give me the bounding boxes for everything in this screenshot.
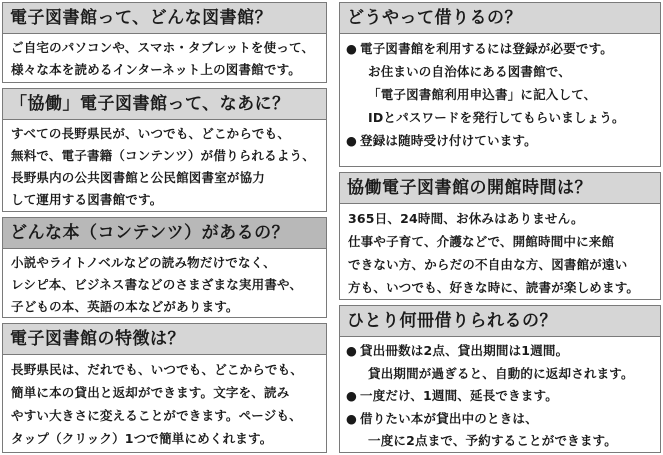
text-line: 様々な本を読めるインターネット上の図書館です。 xyxy=(11,62,301,77)
section-body xyxy=(3,249,326,318)
text-line: 方も、いつでも、好きな時に、読書が楽しめます。 xyxy=(348,280,640,295)
bullet-icon: ● xyxy=(346,410,358,426)
bullet-icon: ● xyxy=(346,133,358,148)
list-item-text: 貸出冊数は2点、貸出期間は1週間。 xyxy=(360,343,569,358)
list-item-text: 登録は随時受け付けています。 xyxy=(360,133,537,148)
section-title: 電子図書館の特徴は？ xyxy=(3,324,326,355)
text-line: 簡単に本の貸出と返却ができます。文字を、読み xyxy=(11,385,290,400)
text-line: して運用する図書館です。 xyxy=(11,192,163,207)
text-line: すべての長野県民が、いつでも、どこからでも、 xyxy=(11,126,291,141)
section-body xyxy=(340,337,660,453)
text-line: 長野県内の公共図書館と公民館図書室が協力 xyxy=(11,170,266,185)
section-title: 協働電子図書館の開館時間は？ xyxy=(340,173,660,204)
section-contents xyxy=(2,217,327,318)
section-body xyxy=(3,34,326,81)
list-item xyxy=(346,129,652,152)
section-title: どんな本（コンテンツ）があるの？ xyxy=(3,218,326,249)
section-how-to-borrow xyxy=(339,2,661,167)
text-line: 仕事や子育て、介護などで、開館時間中に来館 xyxy=(348,234,615,249)
section-body xyxy=(3,120,326,211)
text-line: 小説やライトノベルなどの読み物だけでなく、 xyxy=(11,255,276,270)
list-item-continuation: 一度に2点まで、予約することができます。 xyxy=(368,433,617,448)
list-item-continuation: 貸出期間が過ぎると、自動的に返却されます。 xyxy=(368,365,634,381)
text-line: レシピ本、ビジネス書などのさまざまな実用書や、 xyxy=(11,277,303,292)
list-item xyxy=(346,340,652,363)
list-item-continuation: IDとパスワードを発行してもらいましょう。 xyxy=(368,110,625,125)
text-line: 長野県民は、だれでも、いつでも、どこからでも、 xyxy=(11,362,303,377)
list-item-continuation: 「電子図書館利用申込書」に記入して、 xyxy=(368,87,597,102)
bullet-icon: ● xyxy=(346,343,358,358)
bullet-icon: ● xyxy=(346,388,358,403)
section-what-is xyxy=(2,2,327,83)
section-body xyxy=(340,34,660,152)
list-item-text: 借りたい本が貸出中のときは、 xyxy=(360,410,538,426)
section-body xyxy=(3,355,326,450)
section-how-many xyxy=(339,305,661,453)
section-kyodo xyxy=(2,88,327,212)
section-title: 電子図書館って、どんな図書館？ xyxy=(3,3,326,34)
list-item xyxy=(346,408,652,431)
text-line: やすい大きさに変えることができます。ページも、 xyxy=(11,408,302,423)
list-item xyxy=(346,37,652,60)
text-line: タップ（クリック）1つで簡単にめくれます。 xyxy=(11,431,273,446)
text-line: ご自宅のパソコンや、スマホ・タブレットを使って、 xyxy=(11,40,315,55)
text-line: できない方、からだの不自由な方、図書館が遠い xyxy=(348,257,628,272)
section-title: どうやって借りるの？ xyxy=(340,3,660,34)
section-title: 「協働」電子図書館って、なあに？ xyxy=(3,89,326,120)
list-item xyxy=(346,385,652,408)
section-title: ひとり何冊借りられるの？ xyxy=(340,306,660,337)
section-body xyxy=(340,204,660,299)
bullet-icon: ● xyxy=(346,41,358,56)
text-line: 子どもの本、英語の本などがあります。 xyxy=(11,299,239,314)
text-line: 365日、24時間、お休みはありません。 xyxy=(348,211,584,226)
section-features xyxy=(2,323,327,453)
list-item-text: 電子図書館を利用するには登録が必要です。 xyxy=(360,41,614,56)
list-item-text: 一度だけ、1週間、延長できます。 xyxy=(360,388,558,403)
list-item-continuation: お住まいの自治体にある図書館で、 xyxy=(368,64,571,79)
section-hours xyxy=(339,172,661,300)
text-line: 無料で、電子書籍（コンテンツ）が借りられるよう、 xyxy=(11,148,315,163)
